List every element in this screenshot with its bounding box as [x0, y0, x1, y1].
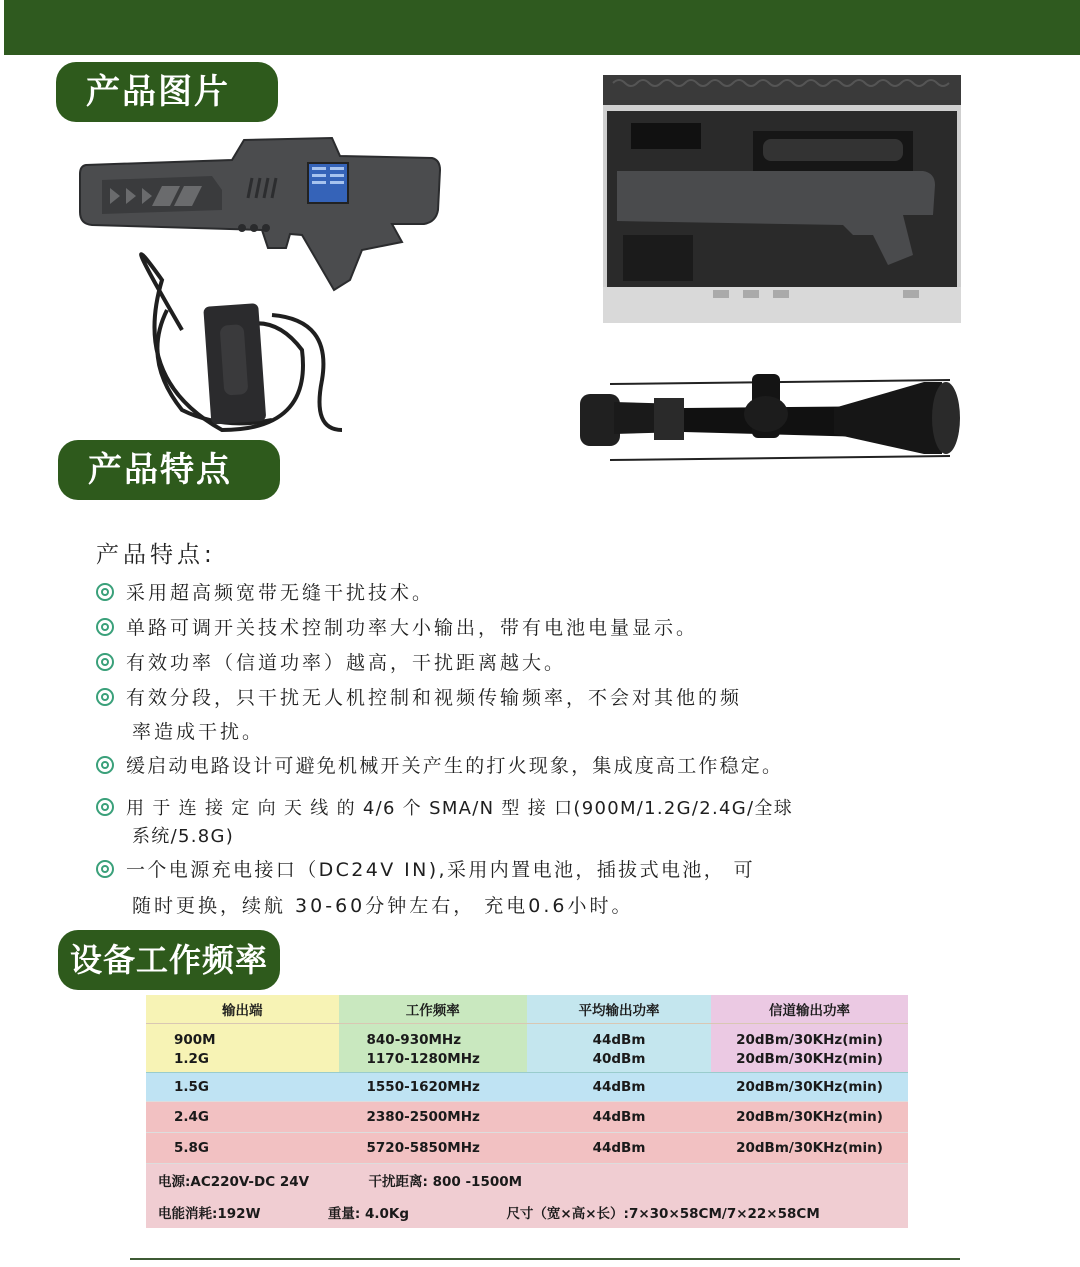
double-circle-icon — [96, 618, 114, 636]
spec-row — [146, 1196, 908, 1228]
cell-port: 2.4G — [174, 1109, 209, 1125]
frequency-table — [146, 995, 908, 1228]
spec-size: 尺寸（宽×高×长）:7×30×58CM/7×22×58CM — [506, 1206, 820, 1222]
cell-avg-power: 44dBm — [592, 1109, 646, 1125]
header-channel-power: 信道输出功率 — [711, 995, 908, 1024]
spec-cell — [146, 1196, 908, 1228]
feature-text: 采用超高频宽带无缝干扰技术。 — [126, 582, 435, 604]
cell-port: 1.5G — [174, 1079, 209, 1095]
spec-power-source: 电源:AC220V-DC 24V — [158, 1174, 310, 1190]
header-avg-power: 平均输出功率 — [527, 995, 711, 1024]
feature-text-continued: 随时更换，续航 30-60分钟左右， 充电0.6小时。 — [132, 895, 634, 917]
table-row — [146, 1073, 908, 1102]
cell-frequency: 1550-1620MHz — [366, 1079, 480, 1095]
table-row — [146, 1024, 908, 1051]
feature-item — [96, 613, 698, 640]
spec-power-consumption: 电能消耗:192W — [158, 1206, 261, 1222]
double-circle-icon — [96, 653, 114, 671]
feature-item — [96, 855, 756, 917]
cell-avg-power: 44dBm — [592, 1140, 646, 1156]
feature-text-continued: 率造成干扰。 — [132, 721, 265, 743]
cell-port: 900M — [146, 1024, 339, 1051]
table-header-row — [146, 995, 908, 1024]
double-circle-icon — [96, 860, 114, 878]
features-heading: 产品特点: — [96, 542, 216, 568]
feature-item — [96, 683, 743, 743]
jammer-device-photo — [72, 130, 452, 440]
spec-weight: 重量: 4.0Kg — [327, 1206, 410, 1222]
cell-avg-power: 44dBm — [592, 1079, 646, 1095]
feature-text-continued: 系统/5.8G) — [132, 826, 235, 847]
feature-item — [96, 751, 783, 778]
double-circle-icon — [96, 583, 114, 601]
cell-channel-power: 20dBm/30KHz(min) — [711, 1024, 908, 1051]
feature-item — [96, 578, 434, 605]
feature-text: 一个电源充电接口（DC24V IN),采用内置电池，插拔式电池， 可 — [126, 859, 756, 881]
feature-text: 用 于 连 接 定 向 天 线 的 4/6 个 SMA/N 型 接 口(900M/1.2G/2.4G/全球 — [126, 798, 794, 819]
header-output-port: 输出端 — [146, 995, 339, 1024]
cell-channel-power: 20dBm/30KHz(min) — [711, 1050, 908, 1073]
header-work-frequency: 工作频率 — [339, 995, 528, 1024]
top-banner — [4, 0, 1080, 55]
cell-port: 1.2G — [146, 1050, 339, 1073]
table-row — [146, 1050, 908, 1073]
section-title-product-features: 产品特点 — [58, 440, 280, 500]
feature-item — [96, 794, 794, 847]
cell-frequency: 840-930MHz — [339, 1024, 528, 1051]
spec-jam-distance: 干扰距离: 800 -1500M — [368, 1174, 523, 1190]
feature-item — [96, 648, 566, 675]
cell-frequency: 5720-5850MHz — [366, 1140, 480, 1156]
cell-port: 5.8G — [174, 1140, 209, 1156]
double-circle-icon — [96, 798, 114, 816]
cell-frequency: 2380-2500MHz — [366, 1109, 480, 1125]
cell-avg-power: 40dBm — [527, 1050, 711, 1073]
cell-frequency: 1170-1280MHz — [339, 1050, 528, 1073]
double-circle-icon — [96, 688, 114, 706]
section-title-work-frequency: 设备工作频率 — [58, 930, 280, 990]
feature-text: 缓启动电路设计可避免机械开关产生的打火现象，集成度高工作稳定。 — [126, 755, 784, 777]
table-row — [146, 1102, 908, 1133]
feature-text: 有效功率（信道功率）越高，干扰距离越大。 — [126, 652, 567, 674]
cell-avg-power: 44dBm — [527, 1024, 711, 1051]
cell-channel-power: 20dBm/30KHz(min) — [736, 1109, 883, 1125]
bottom-divider — [130, 1258, 960, 1260]
rifle-scope-photo — [574, 368, 966, 466]
feature-text: 单路可调开关技术控制功率大小输出，带有电池电量显示。 — [126, 617, 699, 639]
carry-case-photo — [603, 75, 961, 323]
spec-row — [146, 1164, 908, 1197]
cell-channel-power: 20dBm/30KHz(min) — [736, 1140, 883, 1156]
section-title-product-images: 产品图片 — [56, 62, 278, 122]
spec-cell — [146, 1164, 908, 1197]
table-row — [146, 1133, 908, 1164]
feature-text: 有效分段，只干扰无人机控制和视频传输频率，不会对其他的频 — [126, 687, 743, 709]
double-circle-icon — [96, 756, 114, 774]
cell-channel-power: 20dBm/30KHz(min) — [736, 1079, 883, 1095]
